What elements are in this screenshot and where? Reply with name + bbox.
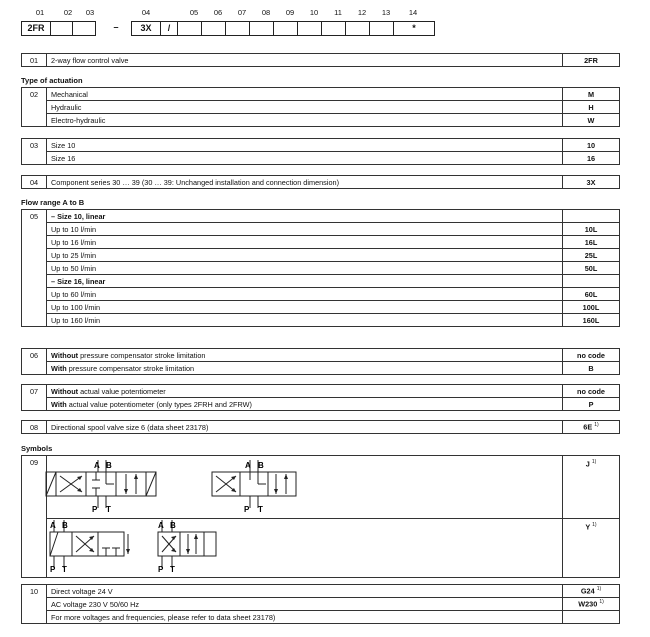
row-text: Mechanical <box>47 88 563 101</box>
code-box-dash: – <box>113 22 119 32</box>
row-text: Electro-hydraulic <box>47 114 563 127</box>
row-number <box>22 152 47 165</box>
pos-13: 13 <box>381 8 391 17</box>
table-row <box>22 210 620 223</box>
row-number: 02 <box>22 88 47 101</box>
port-p-label: P <box>92 505 98 514</box>
row-text: – Size 16, linear <box>47 275 563 288</box>
code-box-08 <box>249 21 274 36</box>
row-code <box>563 518 620 577</box>
table-02 <box>21 87 620 127</box>
table-row <box>22 223 620 236</box>
port-t-label: T <box>106 505 111 514</box>
row-text-bold: Without <box>51 386 79 396</box>
table-06 <box>21 348 620 375</box>
port-p-label: P <box>244 505 250 514</box>
code-value: Y <box>585 521 591 531</box>
row-code <box>563 421 620 434</box>
row-code: 160L <box>563 314 620 327</box>
row-code: P <box>563 398 620 411</box>
row-code: 100L <box>563 301 620 314</box>
table-row <box>22 152 620 165</box>
table-row <box>22 236 620 249</box>
pos-09: 09 <box>285 8 295 17</box>
port-b-label: B <box>62 521 68 530</box>
row-code: B <box>563 362 620 375</box>
table-01 <box>21 53 620 67</box>
table-row <box>22 114 620 127</box>
table-row <box>22 385 620 398</box>
row-number: 04 <box>22 176 47 189</box>
pos-11: 11 <box>334 8 342 17</box>
port-b-label: B <box>170 521 176 530</box>
table-row <box>22 249 620 262</box>
footnote-mark: 1) <box>594 422 599 429</box>
row-code: no code <box>563 385 620 398</box>
section-title-actuation: Type of actuation <box>21 76 83 85</box>
port-b-label: B <box>258 461 264 470</box>
footnote-mark: 1) <box>592 521 597 528</box>
row-code: 10L <box>563 223 620 236</box>
table-row <box>22 349 620 362</box>
row-text: Hydraulic <box>47 101 563 114</box>
row-number: 03 <box>22 139 47 152</box>
code-box-01: 2FR <box>21 21 51 36</box>
table-row <box>22 139 620 152</box>
table-row <box>22 54 620 67</box>
table-row <box>22 88 620 101</box>
row-code: W <box>563 114 620 127</box>
row-number: 08 <box>22 421 47 434</box>
row-code: 3X <box>563 176 620 189</box>
row-text: – Size 10, linear <box>47 210 563 223</box>
row-text <box>47 385 563 398</box>
code-value: W230 <box>578 599 598 609</box>
row-code: no code <box>563 349 620 362</box>
row-number <box>22 598 47 611</box>
row-code <box>563 611 620 624</box>
table-row <box>22 421 620 434</box>
code-box-04: 3X <box>131 21 161 36</box>
table-row <box>22 598 620 611</box>
port-b-label: B <box>106 461 112 470</box>
code-box-05 <box>177 21 202 36</box>
row-number: 09 <box>22 456 47 519</box>
port-a-label: A <box>245 461 251 470</box>
pos-10: 10 <box>309 8 319 17</box>
port-t-label: T <box>258 505 263 514</box>
code-value: G24 <box>580 586 595 596</box>
port-p-label: P <box>50 565 56 574</box>
row-text-rest: actual value potentiometer <box>78 386 166 396</box>
section-title-symbols: Symbols <box>21 444 53 453</box>
port-p-label: P <box>158 565 164 574</box>
row-text: Component series 30 … 39 (30 … 39: Unchanged installation and connection dimension) <box>47 176 563 189</box>
row-text-bold: Without <box>51 350 79 360</box>
row-number <box>22 223 47 236</box>
row-number <box>22 611 47 624</box>
row-code: 16L <box>563 236 620 249</box>
row-number: 10 <box>22 585 47 598</box>
row-code <box>563 275 620 288</box>
row-text: For more voltages and frequencies, please refer to data sheet 23178) <box>47 611 563 624</box>
table-row <box>22 176 620 189</box>
row-text: Up to 16 l/min <box>47 236 563 249</box>
row-number <box>22 518 47 577</box>
row-text-rest: actual value potentiometer (only types 2FRH and 2FRW) <box>66 399 252 409</box>
row-text: Up to 10 l/min <box>47 223 563 236</box>
pos-08: 08 <box>261 8 271 17</box>
row-text: Up to 100 l/min <box>47 301 563 314</box>
footnote-mark: 1) <box>599 599 604 606</box>
code-box-slash: / <box>160 21 178 36</box>
pos-14: 14 <box>408 8 418 17</box>
table-row <box>22 611 620 624</box>
row-number: 01 <box>22 54 47 67</box>
table-row <box>22 585 620 598</box>
row-text <box>47 362 563 375</box>
row-text: AC voltage 230 V 50/60 Hz <box>47 598 563 611</box>
row-code: 2FR <box>563 54 620 67</box>
code-box-03 <box>72 21 96 36</box>
code-box-12 <box>345 21 370 36</box>
row-number <box>22 101 47 114</box>
row-number <box>22 262 47 275</box>
row-number <box>22 114 47 127</box>
table-row <box>22 288 620 301</box>
row-code <box>563 210 620 223</box>
port-a-label: A <box>94 461 100 470</box>
table-row <box>22 101 620 114</box>
row-text-bold: With <box>51 363 67 373</box>
row-number <box>22 236 47 249</box>
port-a-label: A <box>158 521 164 530</box>
row-code: M <box>563 88 620 101</box>
pos-06: 06 <box>213 8 223 17</box>
table-row <box>22 275 620 288</box>
row-text-rest: pressure compensator stroke limitation <box>66 363 195 373</box>
code-value: J <box>585 459 590 469</box>
symbol-j-valve-large <box>44 458 194 514</box>
row-text: Up to 160 l/min <box>47 314 563 327</box>
table-08 <box>21 420 620 434</box>
row-text: Up to 25 l/min <box>47 249 563 262</box>
table-row <box>22 398 620 411</box>
row-code: 60L <box>563 288 620 301</box>
row-text: Size 10 <box>47 139 563 152</box>
row-code: 10 <box>563 139 620 152</box>
table-row <box>22 301 620 314</box>
pos-03: 03 <box>85 8 95 17</box>
row-number <box>22 314 47 327</box>
table-row <box>22 362 620 375</box>
pos-04: 04 <box>141 8 151 17</box>
row-text-bold: With <box>51 399 67 409</box>
table-07 <box>21 384 620 411</box>
row-number: 07 <box>22 385 47 398</box>
row-text: Up to 50 l/min <box>47 262 563 275</box>
row-text: Size 16 <box>47 152 563 165</box>
row-text: 2-way flow control valve <box>47 54 563 67</box>
row-number <box>22 362 47 375</box>
row-number: 06 <box>22 349 47 362</box>
footnote-mark: 1) <box>591 459 597 465</box>
table-row <box>22 314 620 327</box>
pos-12: 12 <box>357 8 367 17</box>
row-text <box>47 398 563 411</box>
code-box-10 <box>297 21 322 36</box>
port-t-label: T <box>62 565 67 574</box>
row-code <box>563 598 620 611</box>
symbol-j-valve-small <box>210 458 310 514</box>
code-box-07 <box>225 21 250 36</box>
row-code: 16 <box>563 152 620 165</box>
table-row <box>22 262 620 275</box>
row-text: Directional spool valve size 6 (data sheet 23178) <box>47 421 563 434</box>
row-text: Up to 60 l/min <box>47 288 563 301</box>
row-text: Direct voltage 24 V <box>47 585 563 598</box>
code-box-14: * <box>393 21 435 36</box>
pos-02: 02 <box>63 8 73 17</box>
row-code: 25L <box>563 249 620 262</box>
row-number: 05 <box>22 210 47 223</box>
ordering-code-header <box>21 8 441 44</box>
row-number <box>22 249 47 262</box>
row-number <box>22 275 47 288</box>
pos-01: 01 <box>35 8 45 17</box>
row-code <box>563 585 620 598</box>
table-05 <box>21 209 620 327</box>
pos-07: 07 <box>237 8 247 17</box>
footnote-mark: 1) <box>596 586 602 593</box>
row-text-rest: pressure compensator stroke limitation <box>78 350 206 360</box>
symbol-y-valve-small <box>156 518 226 574</box>
code-value: 6E <box>583 422 593 432</box>
row-text <box>47 349 563 362</box>
row-number <box>22 301 47 314</box>
row-code <box>563 456 620 519</box>
symbol-y-valve-large <box>48 518 138 574</box>
row-code: H <box>563 101 620 114</box>
code-box-06 <box>201 21 226 36</box>
code-box-11 <box>321 21 346 36</box>
table-03 <box>21 138 620 165</box>
code-box-09 <box>273 21 298 36</box>
code-box-02 <box>50 21 73 36</box>
section-title-flow-range: Flow range A to B <box>21 198 85 207</box>
port-a-label: A <box>50 521 56 530</box>
code-box-13 <box>369 21 394 36</box>
table-10 <box>21 584 620 624</box>
row-number <box>22 398 47 411</box>
row-code: 50L <box>563 262 620 275</box>
pos-05: 05 <box>189 8 199 17</box>
row-number <box>22 288 47 301</box>
table-04 <box>21 175 620 189</box>
port-t-label: T <box>170 565 175 574</box>
